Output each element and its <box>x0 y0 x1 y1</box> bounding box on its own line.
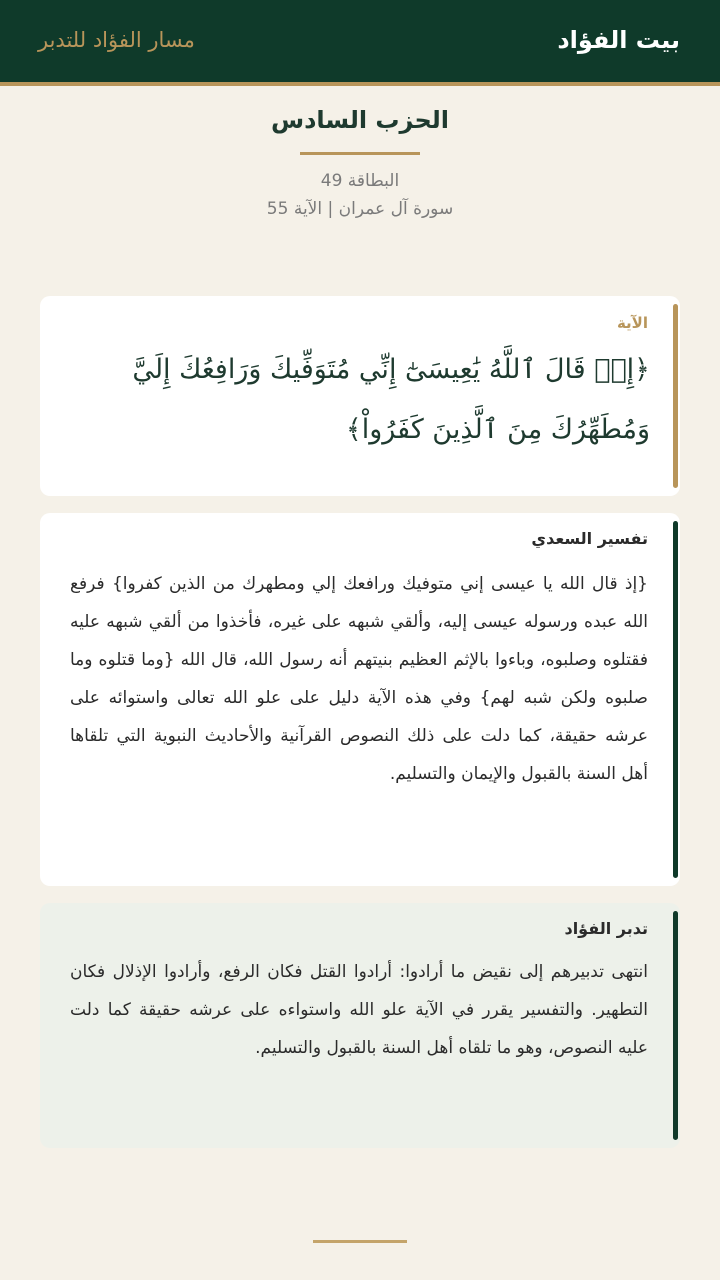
surah-ayah-reference: سورة آل عمران | الآية 55 <box>266 199 454 219</box>
card-header <box>0 100 720 223</box>
tadabbur-text: انتهى تدبيرهم إلى نقيض ما أرادوا: أرادوا القتل فكان الرفع، وأرادوا الإذلال فكان التطهير. والتفسير يقرر في الآية علو الله واستواءه على عرشه حقيقة كما دلت عليه النصوص، وهو ما تلقاه أهل السنة بالقبول والتسليم. <box>70 962 648 1058</box>
tafsir-label: تفسير السعدي <box>531 529 648 548</box>
hizb-title: الحزب السادس <box>270 106 450 134</box>
tadabbur-path-link[interactable]: مسار الفؤاد للتدبر <box>38 28 195 52</box>
ayah-text: ﴿إِذۡ قَالَ ٱللَّهُ يَٰعِيسَىٰٓ إِنِّي مُتَوَفِّيكَ وَرَافِعُكَ إِلَيَّ وَمُطَهِّرُكَ مِنَ ٱلَّذِينَ كَفَرُواْ﴾ <box>132 354 650 445</box>
tafsir-card <box>40 513 680 886</box>
ayah-card <box>40 296 680 496</box>
title-divider <box>300 152 420 155</box>
ayah-accent-bar <box>673 304 678 488</box>
tadabbur-label: تدبر الفؤاد <box>564 919 648 938</box>
brand-title[interactable]: بيت الفؤاد <box>557 26 680 54</box>
app-header <box>0 0 720 86</box>
tadabbur-card <box>40 903 680 1148</box>
ayah-label: الآية <box>616 314 648 332</box>
footer-divider <box>313 1240 407 1243</box>
card-number: البطاقة 49 <box>320 171 400 191</box>
tadabbur-accent-bar <box>673 911 678 1140</box>
tafsir-text: {إذ قال الله يا عيسى إني متوفيك ورافعك إلي ومطهرك من الذين كفروا} فرفع الله عبده ورسوله عيسى إليه، وألقي شبهه على غيره، فأخذوا من ألقي شبهه عليه فقتلوه وصلبوه، وباءوا بالإثم العظيم بنيتهم أنه رسول الله، قال الله {وما قتلوه وما صلبوه ولكن شبه لهم} وفي هذه الآية دليل على علو الله تعالى واستوائه على عرشه حقيقة، كما دلت على ذلك النصوص القرآنية والأحاديث النبوية التي تلقاها أهل السنة بالقبول والإيمان والتسليم. <box>70 574 648 784</box>
tafsir-accent-bar <box>673 521 678 878</box>
